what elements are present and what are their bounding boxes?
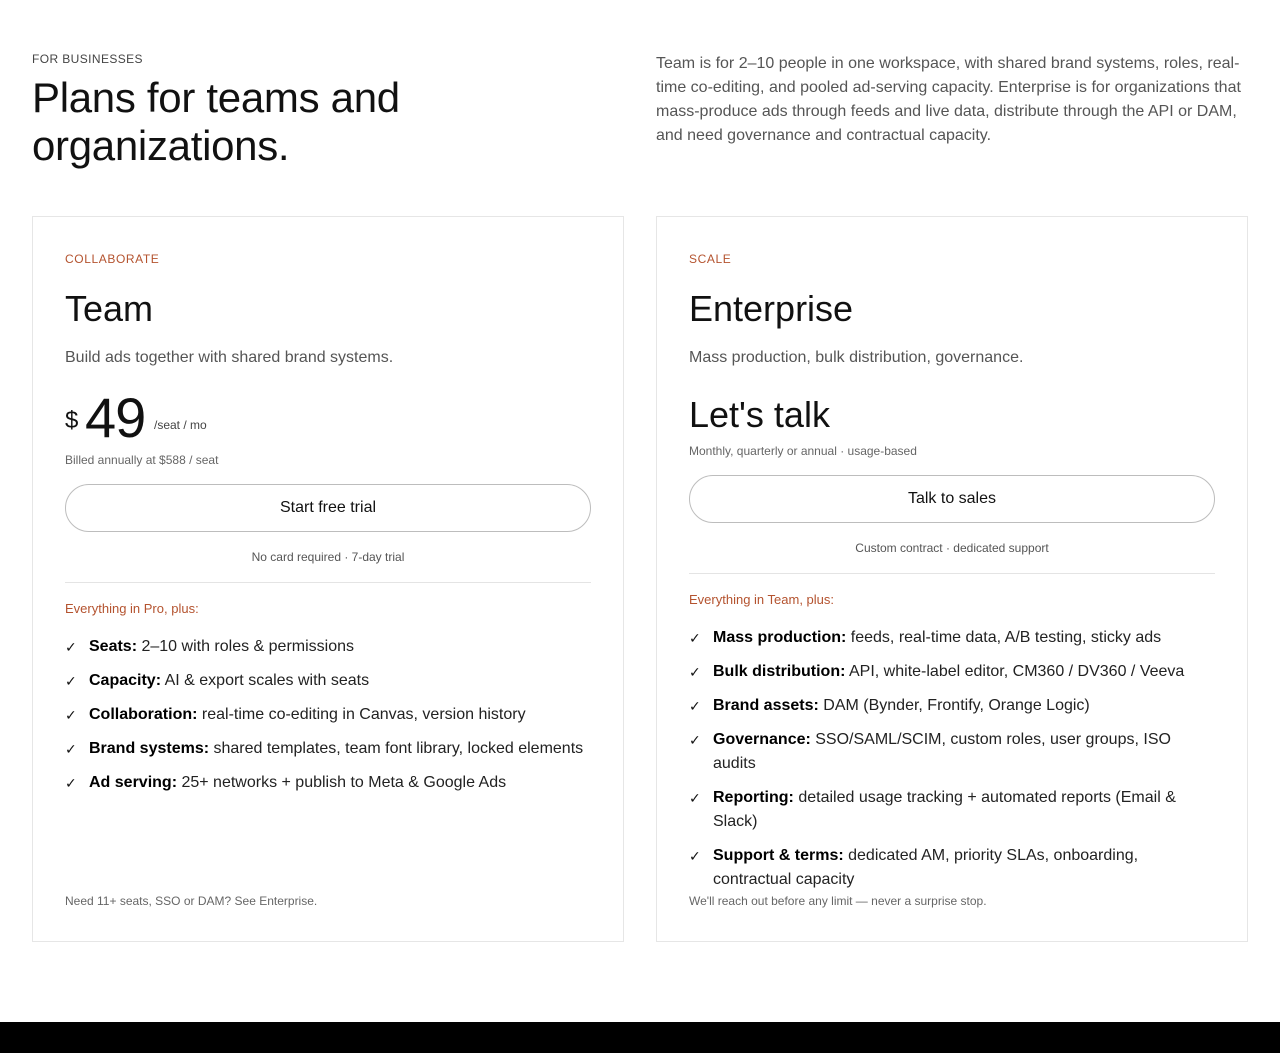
feature-item (689, 660, 1215, 684)
feature-text: AI & export scales with seats (161, 672, 370, 689)
feature-text: 25+ networks + publish to Meta & Google Ads (177, 774, 507, 791)
check-icon: ✓ (65, 707, 77, 723)
team-footnote: Need 11+ seats, SSO or DAM? See Enterprise. (65, 894, 318, 908)
team-kicker: COLLABORATE (65, 252, 160, 266)
start-free-trial-button[interactable]: Start free trial (65, 484, 591, 532)
check-icon: ✓ (689, 848, 701, 864)
feature-key: Support & terms: (713, 847, 844, 864)
contract-note: Custom contract · dedicated support (855, 541, 1049, 555)
feature-text: dedicated AM, priority SLAs, onboarding, contractual capacity (713, 847, 1139, 888)
intro-text: Team is for 2–10 people in one workspace, with shared brand systems, roles, real-time co-editing, and pooled ad-serving capacity. Enterprise is for organizations that mass-produce ads through feeds and live data, distribute through the API or DAM, and need governance and contractual capacity. (656, 55, 1241, 144)
feature-text: feeds, real-time data, A/B testing, sticky ads (846, 629, 1162, 646)
enterprise-kicker: SCALE (689, 252, 732, 266)
feature-text: detailed usage tracking + automated reports (Email & Slack) (713, 789, 1176, 830)
feature-text: real-time co-editing in Canvas, version history (197, 706, 526, 723)
check-icon: ✓ (65, 639, 77, 655)
price-currency: $ (65, 407, 79, 434)
enterprise-price-text: Let's talk (689, 394, 830, 435)
trial-note: No card required · 7-day trial (251, 550, 405, 564)
feature-item (65, 635, 591, 659)
feature-key: Seats: (89, 638, 138, 655)
features-lead: Everything in Pro, plus: (65, 601, 199, 616)
feature-item (689, 694, 1215, 718)
check-icon: ✓ (689, 790, 701, 806)
feature-key: Collaboration: (89, 706, 198, 723)
check-icon: ✓ (65, 673, 77, 689)
feature-text: DAM (Bynder, Frontify, Orange Logic) (818, 697, 1090, 714)
price-period: /seat / mo (154, 418, 207, 432)
feature-item (65, 737, 591, 761)
feature-key: Ad serving: (89, 774, 178, 791)
feature-item (65, 669, 591, 693)
team-plan-name: Team (65, 288, 154, 329)
feature-item (689, 844, 1215, 892)
check-icon: ✓ (65, 741, 77, 757)
feature-item (65, 771, 591, 795)
feature-text: 2–10 with roles & permissions (137, 638, 355, 655)
feature-text: shared templates, team font library, locked elements (209, 740, 584, 757)
check-icon: ✓ (689, 630, 701, 646)
divider (65, 582, 591, 583)
feature-key: Reporting: (713, 789, 794, 806)
page-title: Plans for teams and organizations. (32, 74, 400, 169)
team-plan-description: Build ads together with shared brand systems. (65, 349, 394, 366)
price-amount: 49 (85, 386, 146, 449)
enterprise-feature-list (689, 626, 1215, 902)
enterprise-plan-name: Enterprise (689, 288, 854, 329)
team-plan-card (32, 216, 624, 942)
feature-item (689, 728, 1215, 776)
features-lead: Everything in Team, plus: (689, 592, 834, 607)
feature-key: Bulk distribution: (713, 663, 846, 680)
enterprise-footnote: We'll reach out before any limit — never a surprise stop. (689, 894, 987, 908)
team-feature-list (65, 635, 591, 805)
check-icon: ✓ (689, 664, 701, 680)
check-icon: ✓ (689, 698, 701, 714)
check-icon: ✓ (65, 775, 77, 791)
feature-key: Brand systems: (89, 740, 210, 757)
billing-note: Billed annually at $588 / seat (65, 453, 219, 467)
eyebrow: FOR BUSINESSES (32, 52, 143, 66)
feature-key: Mass production: (713, 629, 847, 646)
feature-item (689, 786, 1215, 834)
feature-text: API, white-label editor, CM360 / DV360 / Veeva (845, 663, 1185, 680)
feature-item (689, 626, 1215, 650)
feature-key: Governance: (713, 731, 811, 748)
usage-note: Monthly, quarterly or annual · usage-based (689, 444, 917, 458)
check-icon: ✓ (689, 732, 701, 748)
divider (689, 573, 1215, 574)
feature-key: Capacity: (89, 672, 162, 689)
enterprise-plan-card (656, 216, 1248, 942)
talk-to-sales-button[interactable]: Talk to sales (689, 475, 1215, 523)
feature-item (65, 703, 591, 727)
enterprise-plan-description: Mass production, bulk distribution, governance. (689, 349, 1024, 366)
bottom-bar (0, 1022, 1280, 1053)
feature-text: SSO/SAML/SCIM, custom roles, user groups, ISO audits (713, 731, 1171, 772)
feature-key: Brand assets: (713, 697, 819, 714)
